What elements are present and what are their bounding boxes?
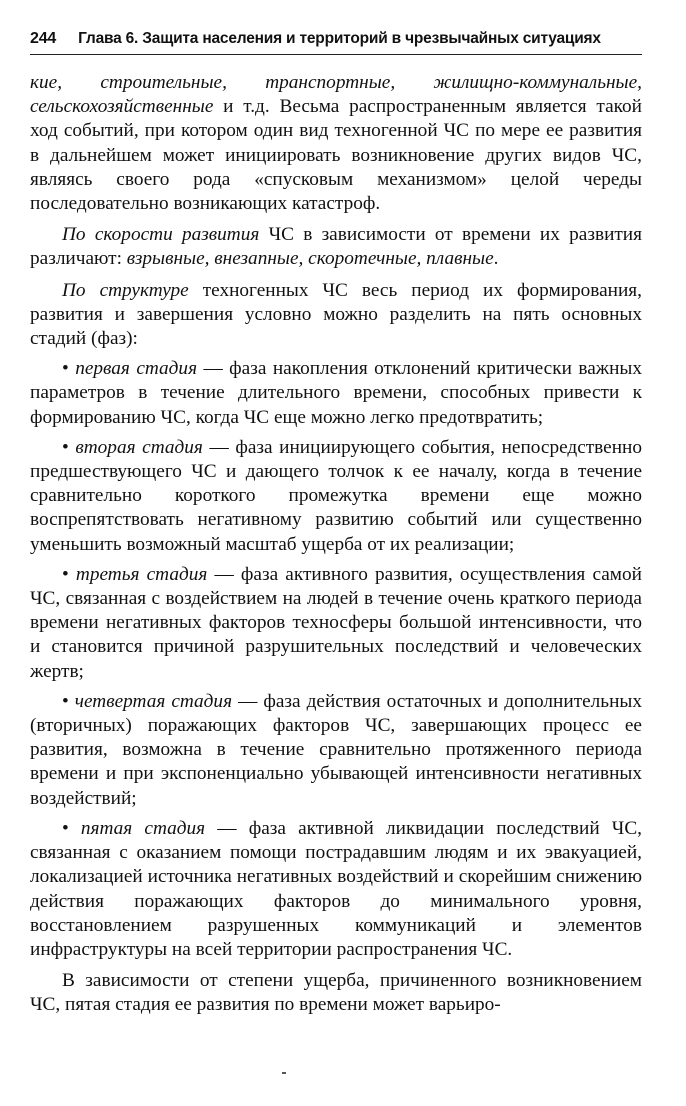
- book-page: [30, 30, 642, 1018]
- stage-name: вторая стадия: [75, 436, 203, 458]
- stage-name: четвертая стадия: [74, 690, 233, 712]
- speed-kinds: взрывные, внезапные, скоротечные, плавные: [126, 248, 494, 270]
- stage-item: [30, 690, 642, 811]
- paragraph-1: [30, 71, 642, 216]
- paragraph-structure: [30, 279, 642, 352]
- speed-end: .: [493, 248, 499, 270]
- structure-lead: По структуре: [62, 279, 189, 301]
- paragraph-last: В зависимости от степени ущерба, причиненного возникновением ЧС, пятая стадия ее развития по времени может варьиро-: [30, 970, 642, 1016]
- speed-lead: По скорости развития: [62, 224, 260, 246]
- bullet-icon: •: [62, 563, 69, 585]
- stage-item: [30, 357, 642, 430]
- paragraph-1-text: и т.д. Весьма распространенным является такой ход событий, при котором один вид техногенной ЧС по мере ее развития в дальнейшем может инициировать возникновение других видов ЧС, являясь своего рода «спусковым механизмом» целой череды последовательно возникающих катастроф.: [30, 96, 642, 215]
- stage-name: первая стадия: [75, 358, 198, 380]
- bullet-icon: •: [62, 817, 69, 839]
- structure-text: техногенных ЧС весь период их формирования, развития и завершения условно можно разделить на пять основных стадий (фаз):: [30, 279, 642, 350]
- bullet-icon: •: [62, 690, 69, 712]
- stage-item: [30, 436, 642, 557]
- body-text: [30, 71, 642, 1018]
- stage-text: — фаза накопления отклонений критически важных параметров в течение длительного времени, способных привести к формированию ЧС, когда ЧС еще можно легко предотвратить;: [30, 358, 642, 428]
- emergency-types-italic: кие, строительные, транспортные, жилищно-коммунальные, сельскохозяйственные: [30, 72, 642, 118]
- print-mark: [282, 1072, 286, 1074]
- bullet-icon: •: [62, 358, 69, 380]
- stage-item: [30, 563, 642, 684]
- page-number: 244: [30, 30, 57, 47]
- stage-text: — фаза инициирующего события, непосредственно предшествующего ЧС и дающего толчок к ее началу, когда в течение сравнительно короткого промежутка времени еще можно воспрепятствовать негативному развитию событий или существенно уменьшить возможный масштаб ущерба от их реализации;: [30, 436, 643, 555]
- stage-text: — фаза действия остаточных и дополнительных (вторичных) поражающих факторов ЧС, завершающих процесс ее развития, возможна в течение сравнительно протяженного периода времени и при экспоненциально убывающей интенсивности негативных воздействий;: [30, 690, 643, 809]
- speed-text: ЧС в зависимости от времени их развития различают:: [30, 224, 642, 270]
- stage-name: третья стадия: [75, 563, 208, 585]
- stage-item: [30, 817, 642, 962]
- chapter-title: Глава 6. Защита населения и территорий в чрезвычайных ситуациях: [78, 30, 601, 47]
- stage-text: — фаза активного развития, осуществления самой ЧС, связанная с воздействием на людей в течение очень краткого периода времени негативных факторов техносферы большой интенсивности, что и становится причиной разрушительных последствий и человеческих жертв;: [30, 563, 642, 682]
- stage-name: пятая стадия: [80, 817, 206, 839]
- running-header: [30, 30, 642, 55]
- stage-text: — фаза активной ликвидации последствий ЧС, связанная с оказанием помощи пострадавшим людям и их эвакуацией, локализацией источника негативных воздействий и скорейшим снижению действия поражающих факторов до минимального уровня, восстановлением разрушенных коммуникаций и элементов инфраструктуры на всей территории распространения ЧС.: [30, 817, 643, 960]
- bullet-icon: •: [62, 436, 69, 458]
- paragraph-speed: [30, 223, 642, 271]
